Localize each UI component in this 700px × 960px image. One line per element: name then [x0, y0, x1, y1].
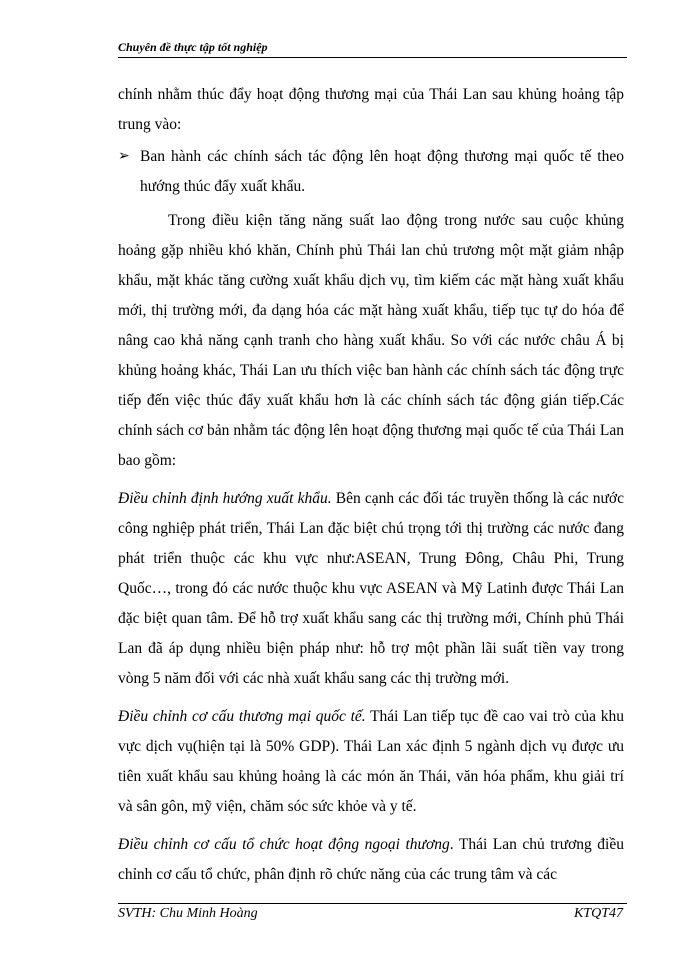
- section-trade-structure-text: Thái Lan tiếp tục đề cao vai trò của khu vực dịch vụ(hiện tại là 50% GDP). Thái Lan xác định 5 ngành dịch vụ được ưu tiên xuất khẩu sau khủng hoảng là các món ăn Thái, văn hóa phẩm, khu giải trí và sân gôn, mỹ viện, chăm sóc sức khỏe và y tế.: [118, 708, 625, 815]
- header-divider: [118, 57, 627, 58]
- footer-author: SVTH: Chu Minh Hoàng: [118, 906, 258, 921]
- section-trade-structure: [118, 702, 624, 822]
- section-export-direction: [118, 484, 624, 694]
- page-header-title: Chuyên đề thực tập tốt nghiệp: [118, 40, 268, 54]
- section-export-direction-text: Bên cạnh các đối tác truyền thống là các nước công nghiệp phát triển, Thái Lan đặc biệt chú trọng tới thị trường các nước đang phát triển thuộc các khu vực như:ASEAN, Trung Đông, Châu Phi, Trung Quốc…, trong đó các nước thuộc khu vực ASEAN và Mỹ Latinh được Thái Lan đặc biệt quan tâm. Để hỗ trợ xuất khẩu sang các thị trường mới, Chính phủ Thái Lan đã áp dụng nhiều biện pháp như: hỗ trợ một phần lãi suất tiền vay trong vòng 5 năm đối với các nhà xuất khẩu sang các thị trường mới.: [118, 490, 624, 687]
- arrow-bullet-icon: ➢: [118, 149, 130, 164]
- footer-class-code: KTQT47: [573, 906, 623, 921]
- bullet-item: [118, 142, 624, 202]
- section-organization-structure: [118, 830, 624, 890]
- bullet-text: Ban hành các chính sách tác động lên hoạt động thương mại quốc tế theo hướng thúc đẩy xuất khẩu.: [140, 148, 624, 195]
- section-organization-structure-title: Điều chỉnh cơ cấu tổ chức hoạt động ngoại thương: [118, 836, 450, 853]
- footer-divider: [118, 903, 627, 904]
- section-trade-structure-title: Điều chỉnh cơ cấu thương mại quốc tế.: [118, 708, 366, 725]
- intro-paragraph: chính nhằm thúc đẩy hoạt động thương mại của Thái Lan sau khủng hoảng tập trung vào:: [118, 86, 624, 133]
- document-body: [118, 80, 624, 890]
- section-organization-structure-text: . Thái Lan chủ trương điều chỉnh cơ cấu tổ chức, phân định rõ chức năng của các trung tâm và các: [118, 836, 624, 883]
- main-paragraph: Trong điều kiện tăng năng suất lao động trong nước sau cuộc khủng hoảng gặp nhiều khó khăn, Chính phủ Thái lan chủ trương một mặt giảm nhập khẩu, mặt khác tăng cường xuất khẩu dịch vụ, tìm kiếm các mặt hàng xuất khẩu mới, thị trường mới, đa dạng hóa các mặt hàng xuất khẩu, tiếp tục tự do hóa để nâng cao khả năng cạnh tranh cho hàng xuất khẩu. So với các nước châu Á bị khủng hoảng khác, Thái Lan ưu thích việc ban hành các chính sách tác động trực tiếp đến việc thúc đẩy xuất khẩu hơn là các chính sách tác động gián tiếp.Các chính sách cơ bản nhằm tác động lên hoạt động thương mại quốc tế của Thái Lan bao gồm:: [118, 212, 624, 469]
- section-export-direction-title: Điều chỉnh định hướng xuất khẩu.: [118, 490, 332, 507]
